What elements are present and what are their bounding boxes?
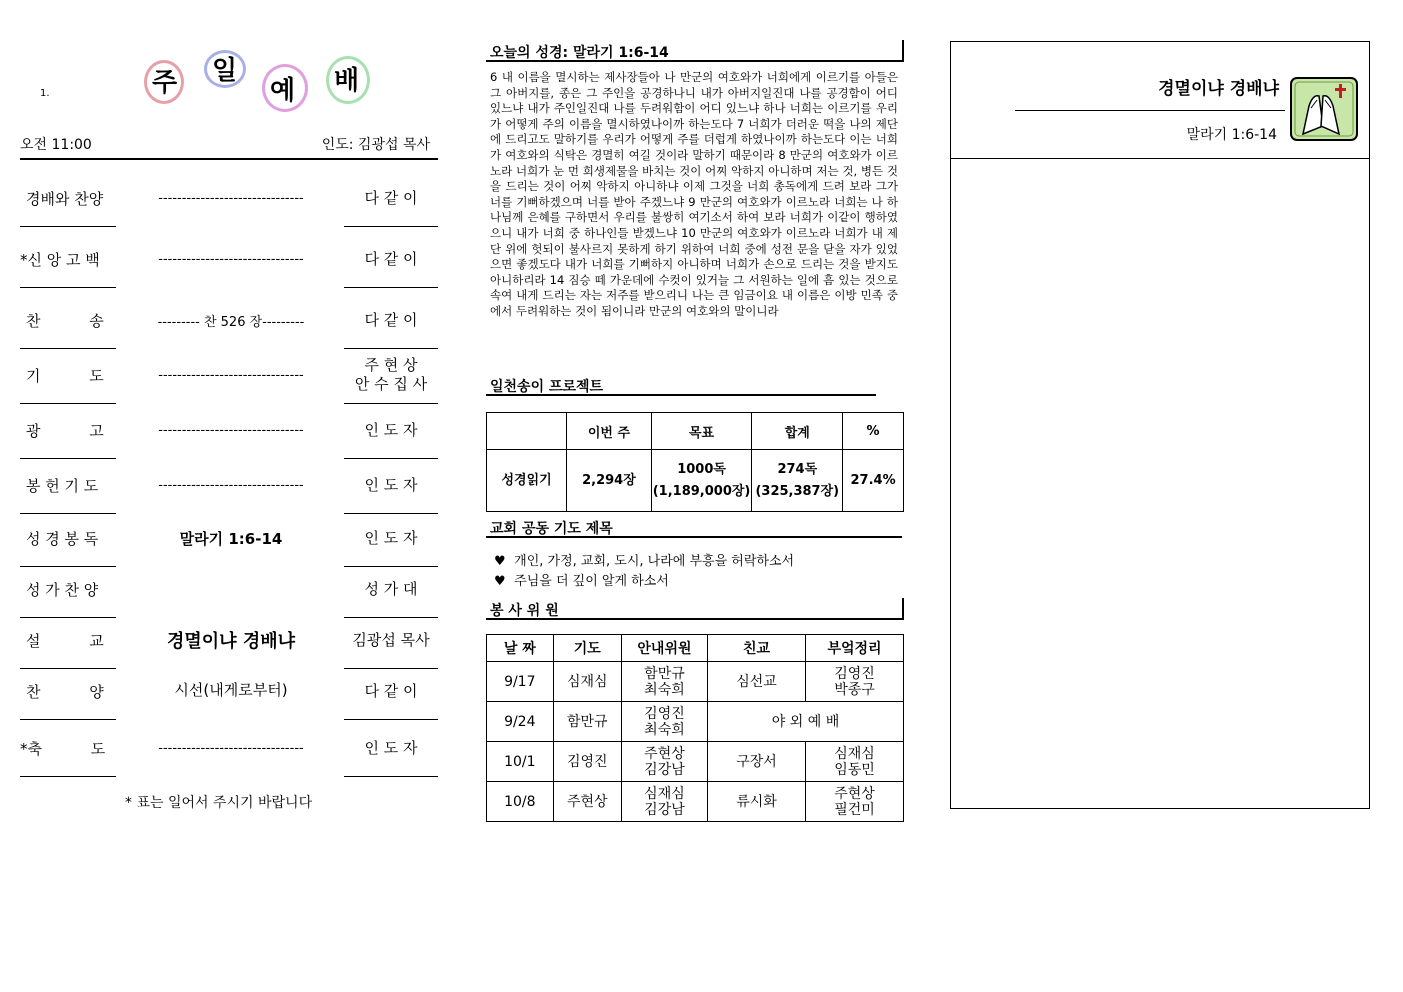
prayer-heading xyxy=(486,516,902,538)
reading-goal xyxy=(651,450,752,512)
item-detail: ------------------------------- xyxy=(158,367,304,383)
service-heading xyxy=(486,598,904,620)
reading-total-count: 274독 xyxy=(777,461,818,477)
title-char-1: 주 xyxy=(152,68,178,98)
item-label: *축 도 xyxy=(20,739,106,758)
item-performer: 인 도 자 xyxy=(364,420,418,439)
worship-item xyxy=(20,512,438,567)
item-label: 기 도 xyxy=(26,366,104,385)
info-column xyxy=(486,40,906,830)
item-performer: 다 같 이 xyxy=(364,188,418,207)
reading-goal-count: 1000독 xyxy=(677,461,726,477)
service-fellowship: 구장서 xyxy=(708,742,806,782)
worship-item xyxy=(20,172,438,227)
service-prayer: 김영진 xyxy=(553,742,621,782)
service-table xyxy=(486,634,904,822)
table-row xyxy=(487,742,904,782)
heart-icon: ♥ xyxy=(494,554,506,569)
service-header-prayer: 기도 xyxy=(553,635,621,662)
worship-item xyxy=(20,294,438,349)
item-detail: ------------------------------- xyxy=(158,477,304,493)
title-char-3: 예 xyxy=(270,76,296,106)
bible-heading xyxy=(486,40,904,62)
item-performer: 인 도 자 xyxy=(364,528,418,547)
sermon-page-reference: 말라기 1:6-14 xyxy=(1186,127,1277,143)
item-detail xyxy=(120,563,342,615)
service-guide: 심재심 김강남 xyxy=(621,782,707,822)
service-date: 10/8 xyxy=(487,782,554,822)
reading-percent: 27.4% xyxy=(843,450,904,512)
prayer-item xyxy=(494,570,669,589)
title-underline xyxy=(1015,110,1285,111)
item-performer: 다 같 이 xyxy=(364,681,418,700)
worship-item xyxy=(20,459,438,514)
reading-header-percent: % xyxy=(843,413,904,450)
service-fellowship: 심선교 xyxy=(708,662,806,702)
item-label: *신 앙 고 백 xyxy=(20,250,100,269)
reading-total xyxy=(752,450,843,512)
service-header-guide: 안내위원 xyxy=(621,635,707,662)
section-number: 1. xyxy=(40,88,50,99)
reading-header-total: 합계 xyxy=(752,413,843,450)
worship-item xyxy=(20,563,438,618)
service-guide: 주현상 김강남 xyxy=(621,742,707,782)
item-label: 성 경 봉 독 xyxy=(26,529,99,548)
reading-goal-pages: (1,189,000장) xyxy=(652,483,751,499)
worship-item xyxy=(20,349,438,404)
item-performer: 주 현 상 xyxy=(364,356,418,374)
bible-passage: 6 내 이름을 멸시하는 제사장들아 나 만군의 여호와가 너희에게 이르기를 아들은 그 아버지를, 종은 그 주인을 공경하나니 내가 아버지일진대 나를 공경함이 어디 있느냐 내가 주인일진대 나를 두려워함이 어디 있느냐 하나 너희는 이르기를 우리가 어떻게 주의 이름을 멸시하였나이까 하는도다 7 너희가 더러운 떡을 나의 제단에 드리고도 말하기를 우리가 어떻게 주를 더럽게 하였나이까 하는도다 이는 너희가 여호와의 식탁은 경멸히 여길 것이라 말하기 때문이라 8 만군의 여호와가 이르노라 너희가 눈 먼 희생제물을 바치는 것이 어찌 악하지 아니하며 저는 것, 병든 것을 드리는 것이 어찌 악하지 아니하냐 이제 그것을 너희 총독에게 드려 보라 그가 너를 기뻐하겠으며 너를 받아 주겠느냐 9 만군의 여호와가 이르노라 너희는 나 하나님께 은혜를 구하면서 우리를 불쌍히 여기소서 하여 보라 너희가 이같이 행하였으니 내가 너희 중 하나인들 받겠느냐 10 만군의 여호와가 이르노라 너희가 내 제단 위에 헛되이 불사르지 못하게 하기 위하여 너희 중에 성전 문을 닫을 자가 있었으면 좋겠도다 내가 너희를 기뻐하지 아니하며 너희가 손으로 드리는 것을 받지도 아니하리라 14 짐승 떼 가운데에 수컷이 있거늘 그 서원하는 일에 흠 있는 것으로 속여 내게 드리는 자는 저주를 받으리니 나는 큰 임금이요 내 이름은 이방 민족 중에서 두려워하는 것이 됨이니라 만군의 여호와의 말이니라 xyxy=(490,70,898,318)
service-header-date: 날 짜 xyxy=(487,635,554,662)
title-char-4: 배 xyxy=(334,66,360,96)
heart-icon: ♥ xyxy=(494,574,506,589)
item-label: 봉 헌 기 도 xyxy=(26,476,99,495)
scripture-reference: 말라기 1:6-14 xyxy=(179,529,283,548)
worship-item xyxy=(20,614,438,669)
bible-heading-text: 오늘의 성경: 말라기 1:6-14 xyxy=(490,45,669,61)
header-divider xyxy=(20,158,438,160)
table-row xyxy=(487,782,904,822)
item-performer-title: 안 수 집 사 xyxy=(354,375,428,393)
service-guide: 함만규 최숙희 xyxy=(621,662,707,702)
sermon-page xyxy=(950,41,1370,809)
standing-note: * 표는 일어서 주시기 바랍니다 xyxy=(125,795,313,811)
worship-item xyxy=(20,722,438,777)
service-guide: 김영진 최숙희 xyxy=(621,702,707,742)
reading-heading-text: 일천송이 프로젝트 xyxy=(490,379,604,395)
item-label: 찬 양 xyxy=(26,682,104,701)
item-label: 찬 송 xyxy=(26,311,104,330)
service-kitchen: 주현상 필건미 xyxy=(805,782,903,822)
service-outdoor-worship: 야 외 예 배 xyxy=(708,702,904,742)
item-label: 성 가 찬 양 xyxy=(26,580,99,599)
worship-order xyxy=(20,40,438,830)
item-label: 설 교 xyxy=(26,631,104,650)
preacher: 김광섭 목사 xyxy=(352,630,430,649)
reading-row-label: 성경읽기 xyxy=(487,450,567,512)
service-date: 9/24 xyxy=(487,702,554,742)
sermon-title: 경멸이냐 경배냐 xyxy=(167,631,295,652)
service-prayer: 함만규 xyxy=(553,702,621,742)
service-heading-text: 봉 사 위 원 xyxy=(490,603,559,619)
item-performer: 다 같 이 xyxy=(364,249,418,268)
prayer-text: 주님을 더 깊이 알게 하소서 xyxy=(514,574,669,589)
service-date: 10/1 xyxy=(487,742,554,782)
item-performer: 인 도 자 xyxy=(364,475,418,494)
item-label: 경배와 찬양 xyxy=(26,189,104,208)
worship-item xyxy=(20,404,438,459)
reading-header-week: 이번 주 xyxy=(567,413,651,450)
service-kitchen: 김영진 박종구 xyxy=(805,662,903,702)
table-row xyxy=(487,702,904,742)
worship-item xyxy=(20,233,438,288)
item-performer: 다 같 이 xyxy=(364,310,418,329)
reading-table xyxy=(486,412,904,512)
item-detail: --------- 찬 526 장--------- xyxy=(157,314,305,330)
reading-heading xyxy=(486,374,876,396)
item-performer: 인 도 자 xyxy=(364,738,418,757)
prayer-heading-text: 교회 공동 기도 제목 xyxy=(490,521,613,537)
service-leader: 인도: 김광섭 목사 xyxy=(321,137,430,153)
item-detail: ------------------------------- xyxy=(158,190,304,206)
prayer-item xyxy=(494,550,794,569)
reading-this-week: 2,294장 xyxy=(567,450,651,512)
item-detail: ------------------------------- xyxy=(158,740,304,756)
table-row xyxy=(487,662,904,702)
reading-total-pages: (325,387장) xyxy=(755,483,840,499)
header-divider xyxy=(951,158,1369,159)
sermon-page-title: 경멸이냐 경배냐 xyxy=(1158,79,1279,99)
item-detail: ------------------------------- xyxy=(158,422,304,438)
service-time: 오전 11:00 xyxy=(20,137,92,153)
prayer-text: 개인, 가정, 교회, 도시, 나라에 부흥을 허락하소서 xyxy=(514,554,795,569)
item-detail: ------------------------------- xyxy=(158,251,304,267)
reading-header-goal: 목표 xyxy=(651,413,752,450)
service-fellowship: 류시화 xyxy=(708,782,806,822)
service-prayer: 심재심 xyxy=(553,662,621,702)
title-char-2: 일 xyxy=(212,56,238,86)
praying-hands-icon xyxy=(1289,76,1359,142)
item-label: 광 고 xyxy=(26,421,104,440)
reading-header-blank xyxy=(487,413,567,450)
service-date: 9/17 xyxy=(487,662,554,702)
worship-title xyxy=(110,48,370,108)
service-kitchen: 심재심 임동민 xyxy=(805,742,903,782)
song-title: 시선(내게로부터) xyxy=(174,681,288,699)
service-prayer: 주현상 xyxy=(553,782,621,822)
service-header-fellowship: 친교 xyxy=(708,635,806,662)
service-header-kitchen: 부엌정리 xyxy=(805,635,903,662)
item-performer: 성 가 대 xyxy=(364,579,418,598)
worship-item xyxy=(20,665,438,720)
